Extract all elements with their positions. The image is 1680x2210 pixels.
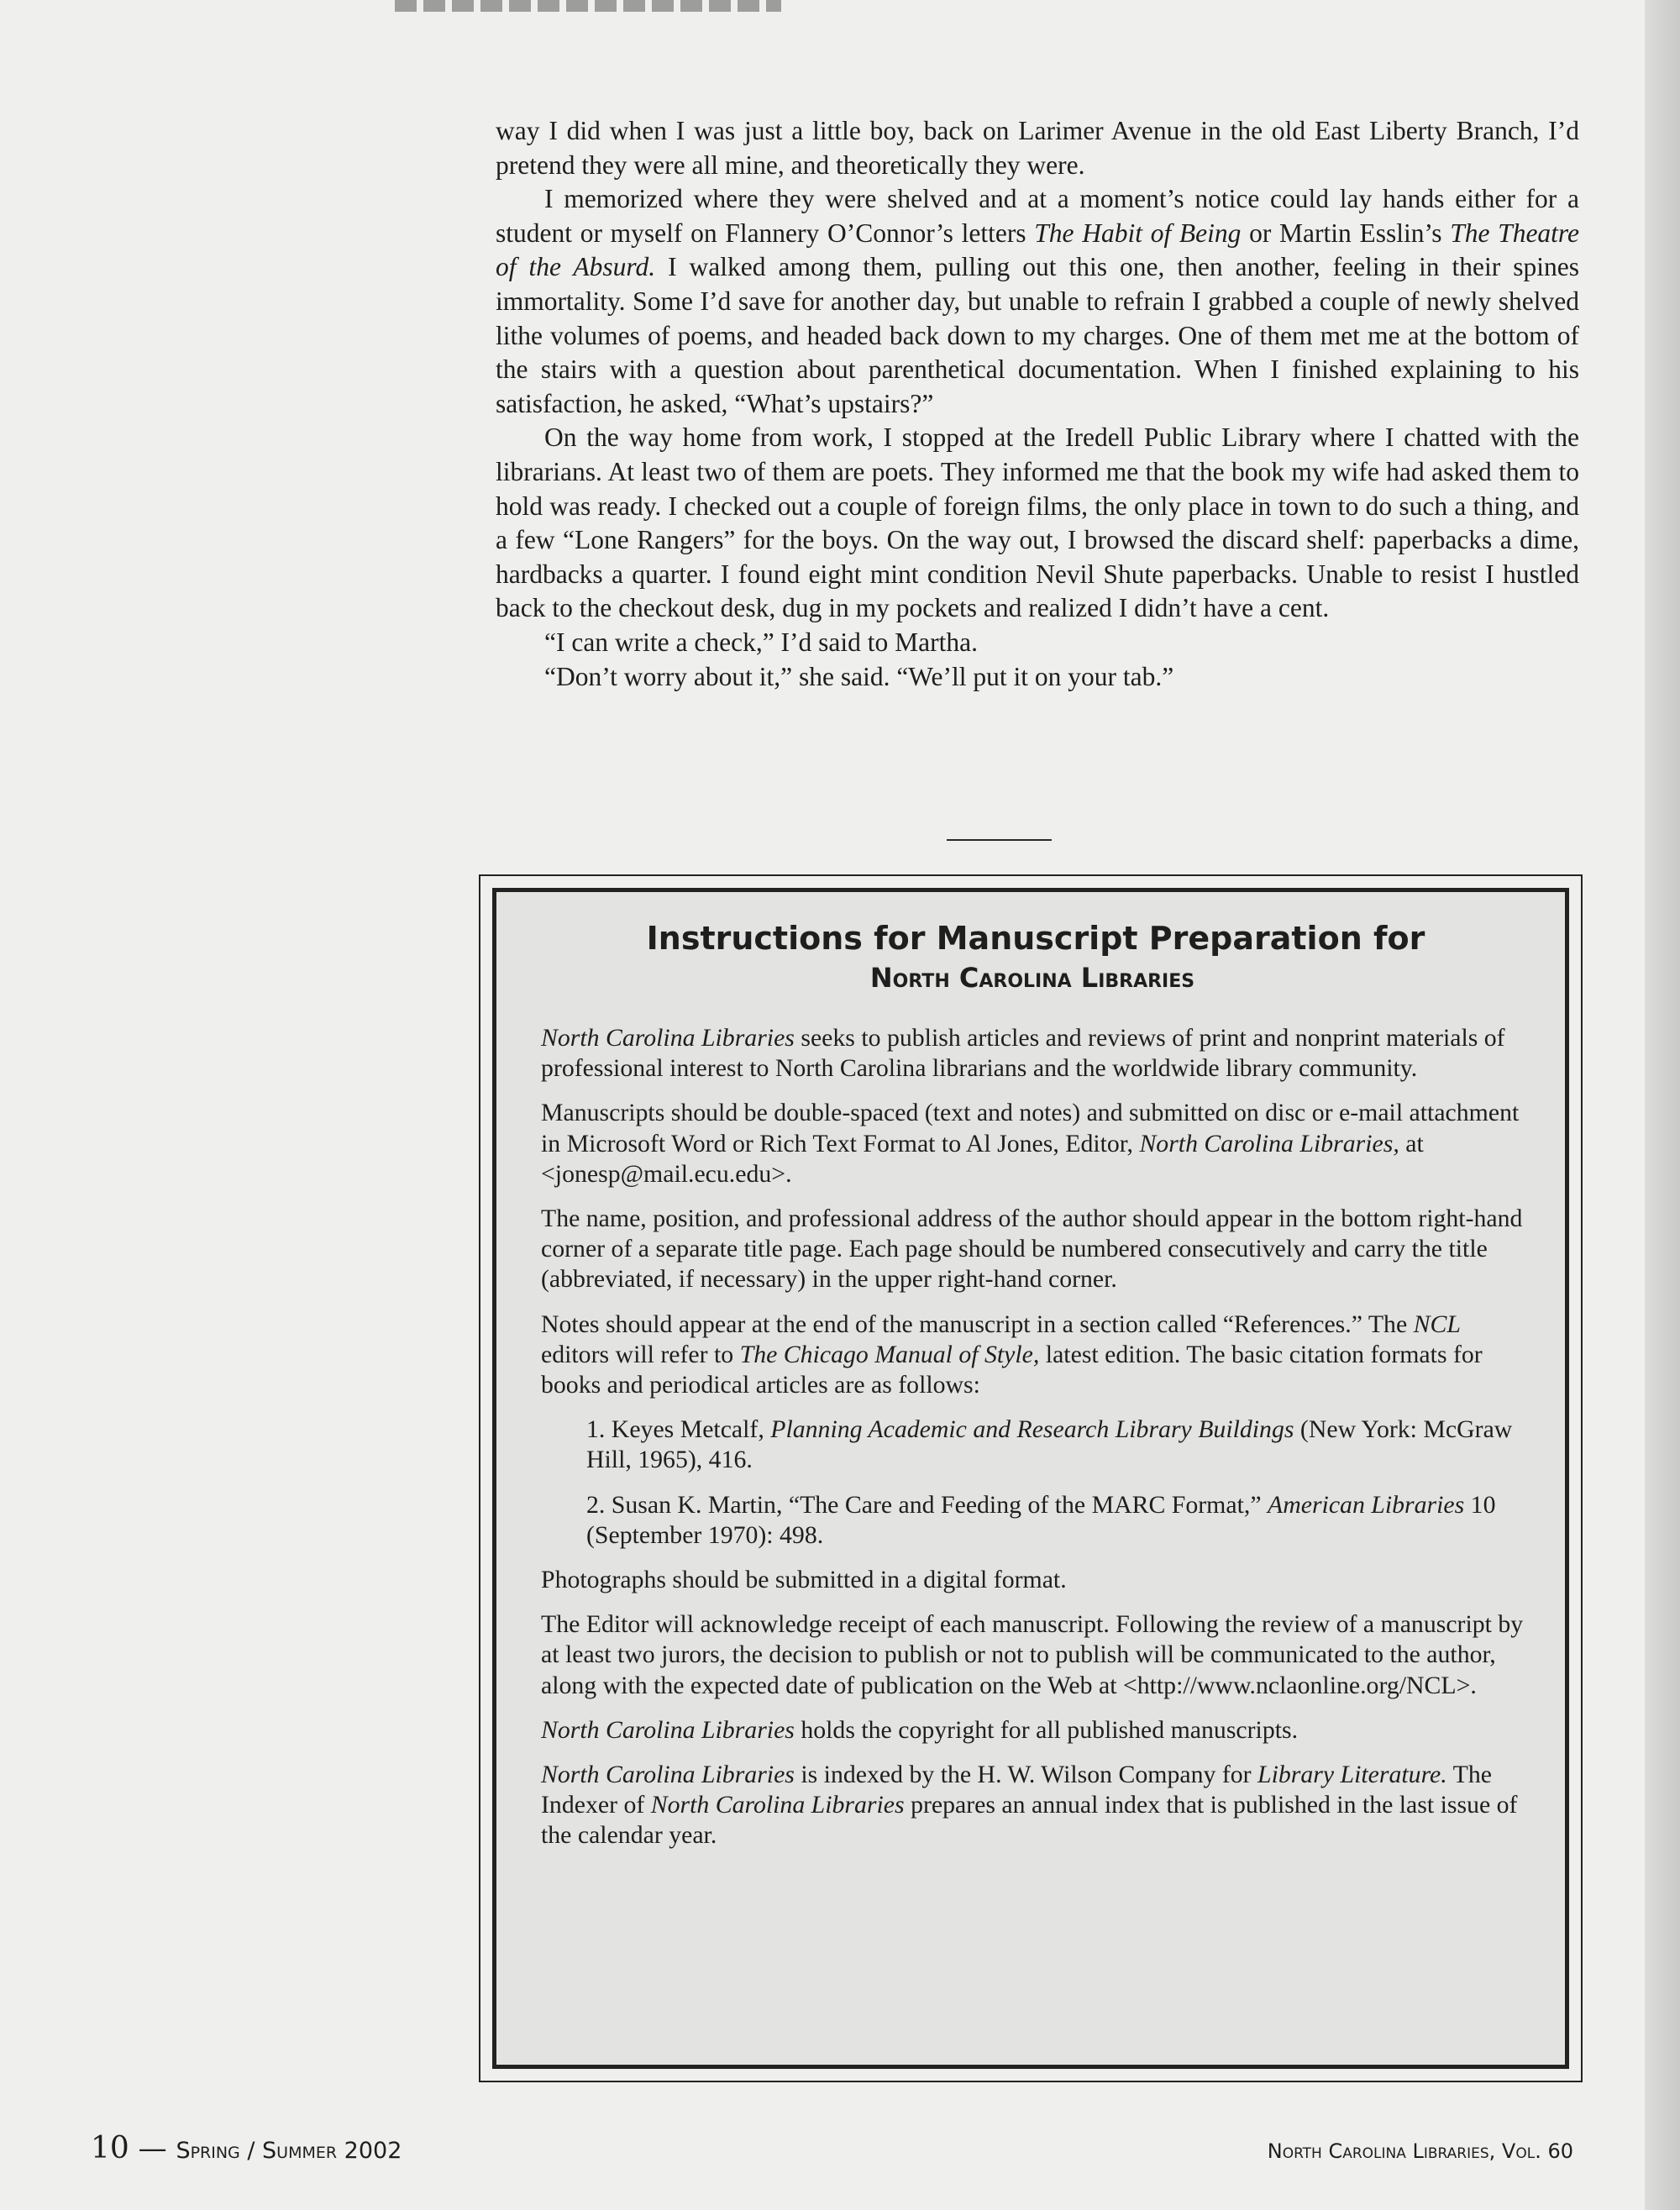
text-run: 10 (September 1970): 498. <box>586 1490 1496 1549</box>
article-paragraph-1 <box>496 114 1579 182</box>
text-run: at <jonesp@mail.ecu.edu>. <box>541 1129 1424 1188</box>
article-paragraph-4 <box>496 626 1579 660</box>
box-paragraph-notes <box>541 1310 1524 1401</box>
italic-run: North Carolina Libraries <box>541 1761 795 1789</box>
citation-example-book <box>541 1415 1524 1475</box>
text-run: The Indexer of <box>541 1761 1492 1819</box>
article-paragraph-5 <box>496 660 1579 695</box>
text-run: (New York: McGraw Hill, 1965), 416. <box>586 1415 1513 1474</box>
text-run: On the way home from work, I stopped at the Iredell Public Library where I chatted with the librarians. At least two of them are poets. They informed me that the book my wife had asked them to hold was ready. I checked out a couple of foreign films, the only place in town to do such a thing, and a few “Lone Rangers” for the boys. On the way out, I browsed the discard shelf: paperbacks a dime, hardbacks a quarter. I found eight mint condition Nevil Shute paperbacks. Unable to resist I hustled back to the checkout desk, dug in my pockets and realized I didn’t have a cent. <box>496 423 1579 623</box>
text-run: latest edition. The basic citation formats for books and periodical articles are as follows: <box>541 1340 1483 1399</box>
citation-example-article <box>541 1490 1524 1551</box>
text-run: seeks to publish articles and reviews of print and nonprint materials of professional interest to North Carolina librarians and the worldwide library community. <box>541 1024 1505 1083</box>
text-run: way I did when I was just a little boy, back on Larimer Avenue in the old East Liberty Branch, I’d pretend they were all mine, and theoretically they were. <box>496 116 1579 180</box>
box-paragraph-format <box>541 1098 1524 1189</box>
instructions-box <box>541 916 1524 1866</box>
page-number: 10 <box>91 2131 129 2165</box>
italic-run: The Theatre of the Absurd. <box>496 218 1579 282</box>
text-run: editors will refer to <box>541 1340 740 1368</box>
citation-article-text <box>586 1491 1495 1549</box>
box-paragraph-scope <box>541 1023 1524 1084</box>
italic-run: NCL <box>1413 1310 1461 1338</box>
section-divider <box>947 839 1052 841</box>
box-subtitle: North Carolina Libraries <box>869 962 1195 994</box>
text-run: 2. Susan K. Martin, “The Care and Feeding of the MARC Format,” <box>586 1490 1268 1519</box>
issue-season: Spring / Summer 2002 <box>176 2138 402 2164</box>
text-run: The Editor will acknowledge receipt of each manuscript. Following the review of a manuscript by at least two jurors, the decision to publish or not to publish will be communicated to the author, along with the expected date of publication on the Web at <http://www.nclaonline.org/NCL>. <box>541 1610 1524 1699</box>
italic-run: North Carolina Libraries, <box>1139 1129 1399 1157</box>
italic-run: North Carolina Libraries <box>541 1715 795 1744</box>
page-edge <box>1645 0 1680 2210</box>
text-run: is indexed by the H. W. Wilson Company for <box>794 1761 1258 1789</box>
box-paragraph-copyright <box>541 1715 1524 1745</box>
article-column <box>496 114 1579 694</box>
text-run: The name, position, and professional address of the author should appear in the bottom right-hand corner of a separate title page. Each page should be numbered consecutively and carry the title (abbreviated, if necessary) in the upper right-hand corner. <box>541 1205 1523 1294</box>
italic-run: The Chicago Manual of Style, <box>739 1340 1040 1368</box>
text-run: holds the copyright for all published manuscripts. <box>794 1715 1299 1744</box>
article-paragraph-2 <box>496 182 1579 421</box>
text-run: or Martin Esslin’s <box>1241 218 1451 248</box>
text-run: I walked among them, pulling out this one, then another, feeling in their spines immortality. Some I’d save for another day, but unable to refrain I grabbed a couple of newly shelved lithe volumes of poems, and headed back down to my charges. One of them met me at the bottom of the stairs with a question about parenthetical documentation. When I finished explaining to his satisfaction, he asked, “What’s upstairs?” <box>496 252 1579 418</box>
italic-run: Library Literature. <box>1257 1761 1447 1789</box>
citation-book-text <box>586 1415 1512 1473</box>
text-run: I memorized where they were shelved and at a moment’s notice could lay hands either for a student or myself on Flannery O’Connor’s letters <box>496 184 1579 248</box>
article-paragraph-3 <box>496 421 1579 626</box>
box-paragraph-photos <box>541 1565 1524 1595</box>
italic-run: American Libraries <box>1268 1490 1465 1519</box>
text-run: 1. Keyes Metcalf, <box>586 1415 771 1444</box>
italic-run: Planning Academic and Research Library Buildings <box>770 1415 1294 1444</box>
text-run: Notes should appear at the end of the manuscript in a section called “References.” The <box>541 1310 1414 1338</box>
italic-run: North Carolina Libraries <box>541 1024 795 1052</box>
italic-run: North Carolina Libraries <box>650 1791 905 1819</box>
text-run: “Don’t worry about it,” she said. “We’ll put it on your tab.” <box>544 661 1174 691</box>
box-paragraph-review <box>541 1609 1524 1701</box>
text-run: “I can write a check,” I’d said to Martha. <box>544 627 978 657</box>
box-paragraph-indexing <box>541 1760 1524 1851</box>
text-run: Manuscripts should be double-spaced (text and notes) and submitted on disc or e-mail attachment in Microsoft Word or Rich Text Format to Al Jones, Editor, <box>541 1099 1520 1157</box>
text-run: prepares an annual index that is published in the last issue of the calendar year. <box>541 1791 1518 1850</box>
text-run: Photographs should be submitted in a digital format. <box>541 1566 1067 1594</box>
journal-running-footer: North Carolina Libraries, Vol. 60 <box>1267 2139 1573 2163</box>
footer-separator: — <box>138 2132 167 2165</box>
cropped-header-fragment <box>395 0 781 12</box>
box-title: Instructions for Manuscript Preparation for <box>646 920 1425 957</box>
box-paragraph-title-page <box>541 1204 1524 1295</box>
italic-run: The Habit of Being <box>1034 218 1242 248</box>
footer-left <box>91 2131 402 2165</box>
